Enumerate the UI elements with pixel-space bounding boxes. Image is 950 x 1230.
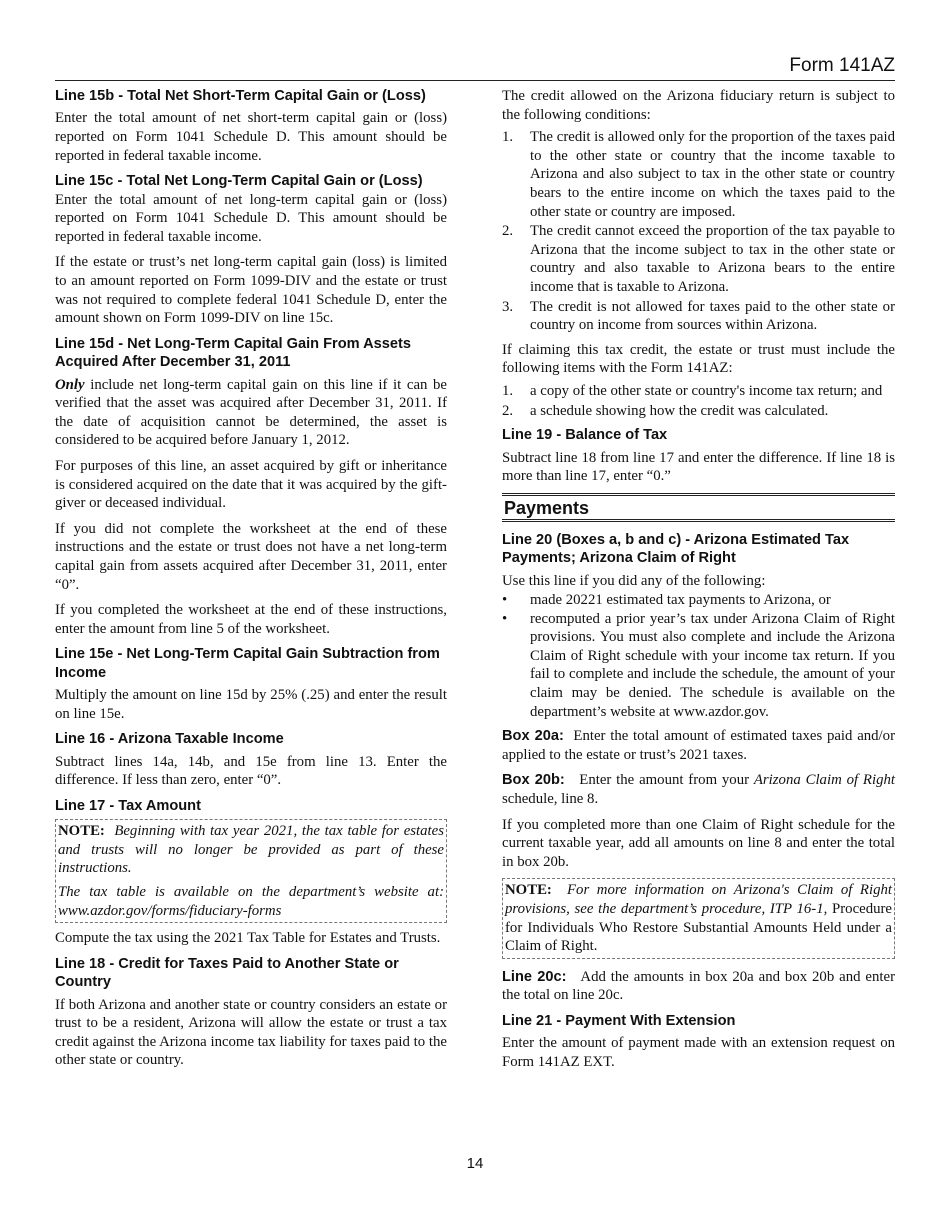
line-15d-heading: Line 15d - Net Long-Term Capital Gain From Assets Acquired After December 31, 2011 bbox=[55, 335, 411, 371]
line-15c-text: Enter the total amount of net long-term capital gain or (loss) reported on Form 1041 Schedule D. This amount should be reported in federal taxable income. bbox=[55, 191, 447, 245]
multi-schedule-text: If you completed more than one Claim of Right schedule for the current taxable year, add all amounts on line 8 and enter the total in box 20b. bbox=[502, 816, 895, 870]
list-text: The credit cannot exceed the proportion of the tax payable to Arizona that the income subject to tax in the other state or country and also taxable to Arizona bears to the entire income that is taxable to Arizona. bbox=[530, 223, 895, 295]
list-item bbox=[502, 402, 895, 421]
line-20-note-plain: Procedure for Individuals Who Restore Substantial Amounts Held under a Claim of Right. bbox=[505, 901, 892, 955]
list-item bbox=[502, 128, 895, 221]
line-20-note-label: NOTE: bbox=[505, 882, 552, 899]
box-20b-label: Box 20b: bbox=[502, 772, 565, 789]
line-20-intro: Use this line if you did any of the following: bbox=[502, 572, 766, 589]
line-20-note-italic: For more information on Arizona's Claim of Right provisions, see the department’s procedure, ITP 16-1, bbox=[505, 882, 892, 917]
form-title: Form 141AZ bbox=[789, 55, 895, 76]
list-item bbox=[502, 298, 895, 335]
line-15e-heading: Line 15e - Net Long-Term Capital Gain Subtraction from Income bbox=[55, 646, 440, 681]
bullet-icon: • bbox=[502, 610, 508, 627]
line-19-heading: Line 19 - Balance of Tax bbox=[502, 427, 668, 444]
line-16-heading: Line 16 - Arizona Taxable Income bbox=[55, 731, 284, 748]
list-number: 1. bbox=[502, 382, 514, 399]
line-17-note-text-2: The tax table is available on the department’s website at: www.azdor.gov/forms/fiduciary-forms bbox=[58, 884, 444, 919]
claim-items-list bbox=[502, 382, 895, 420]
list-text: a copy of the other state or country's income tax return; and bbox=[530, 382, 883, 399]
list-text: made 20221 estimated tax payments to Arizona, or bbox=[530, 592, 831, 609]
list-number: 2. bbox=[502, 223, 514, 240]
line-15d-lead: Only bbox=[55, 376, 85, 393]
box-20a-text bbox=[502, 727, 895, 764]
line-17-note-p1 bbox=[58, 822, 444, 878]
line-19-text: Subtract line 18 from line 17 and enter the difference. If line 18 is more than line 17, enter “0.” bbox=[502, 449, 895, 485]
right-column bbox=[502, 87, 895, 1079]
list-number: 3. bbox=[502, 298, 514, 315]
list-text: recomputed a prior year’s tax under Arizona Claim of Right provisions. You must also complete and include the Arizona Claim of Right schedule with your income tax return. If you fail to complete and include the schedule, the amount of your claim may be denied. The schedule is available on the department’s website at www.azdor.gov. bbox=[530, 610, 895, 720]
line-20c-body: Add the amounts in box 20a and box 20b and enter the total on line 20c. bbox=[502, 968, 895, 1004]
list-number: 1. bbox=[502, 129, 514, 146]
line-18-heading: Line 18 - Credit for Taxes Paid to Another State or Country bbox=[55, 955, 399, 991]
line-15b-heading: Line 15b - Total Net Short-Term Capital Gain or (Loss) bbox=[55, 88, 426, 104]
box-20a-label: Box 20a: bbox=[502, 728, 564, 745]
line-15d-text bbox=[55, 376, 447, 450]
line-20-bullets bbox=[502, 591, 895, 721]
line-18-text: If both Arizona and another state or country considers an estate or trust to be a resident, Arizona will allow the estate or trust a tax credit against the Arizona income tax liability for taxes paid to the other state or country. bbox=[55, 996, 447, 1069]
line-17-heading: Line 17 - Tax Amount bbox=[55, 797, 201, 814]
line-15d-text-body: include net long-term capital gain on this line if it can be verified that the asset was acquired after December 31, 2011. If the date of acquisition cannot be determined, the asset is considered to be acquired before January 1, 2012. bbox=[55, 376, 447, 449]
list-item bbox=[502, 610, 895, 722]
left-column bbox=[55, 87, 447, 1077]
conditions-list bbox=[502, 128, 895, 335]
list-text: The credit is allowed only for the proportion of the taxes paid to the other state or country that the income taxable to Arizona and also subject to tax in the other state or country bears to the entire income on which the taxes paid to the other state or country are imposed. bbox=[530, 129, 895, 220]
box-20b-italic: Arizona Claim of Right bbox=[753, 772, 895, 789]
line-20-note-box bbox=[502, 878, 895, 958]
line-17-note-p2 bbox=[58, 883, 444, 920]
line-21-text: Enter the amount of payment made with an extension request on Form 141AZ EXT. bbox=[502, 1035, 895, 1070]
line-17-note-text: Beginning with tax year 2021, the tax table for estates and trusts will no longer be provided as part of these instructions. bbox=[58, 823, 444, 877]
line-15e-text: Multiply the amount on line 15d by 25% (.25) and enter the result on line 15e. bbox=[55, 687, 447, 722]
line-15c-text-2: If the estate or trust’s net long-term capital gain (loss) is limited to an amount reported on Form 1099-DIV and the estate or trust was not required to complete federal 1041 Schedule D, enter the amount shown on Form 1099-DIV on line 15c. bbox=[55, 254, 447, 327]
list-item bbox=[502, 591, 895, 610]
line-15d-text-3: If you did not complete the worksheet at the end of these instructions and the estate or trust does not have a net long-term capital gain from assets acquired after December 31, 2011, enter “0”. bbox=[55, 520, 447, 593]
line-17-note-box bbox=[55, 819, 447, 923]
line-15b-text: Enter the total amount of net short-term capital gain or (loss) reported on Form 1041 Schedule D. This amount should be reported in federal taxable income. bbox=[55, 110, 447, 164]
box-20b-body: Enter the amount from your bbox=[579, 772, 754, 789]
list-number: 2. bbox=[502, 402, 514, 419]
line-20c-text bbox=[502, 968, 895, 1005]
box-20b-text bbox=[502, 771, 895, 808]
list-text: The credit is not allowed for taxes paid to the other state or country on income from sources within Arizona. bbox=[530, 298, 895, 334]
line-17-note-label: NOTE: bbox=[58, 823, 105, 840]
payments-section-title: Payments bbox=[502, 493, 895, 522]
header-rule bbox=[55, 80, 895, 81]
box-20b-body-2: schedule, line 8. bbox=[502, 791, 599, 808]
line-15c-heading: Line 15c - Total Net Long-Term Capital Gain or (Loss) bbox=[55, 173, 423, 190]
list-item bbox=[502, 222, 895, 296]
line-20c-label: Line 20c: bbox=[502, 968, 567, 985]
line-20-note-p bbox=[505, 881, 892, 955]
line-20-heading: Line 20 (Boxes a, b and c) - Arizona Estimated Tax Payments; Arizona Claim of Right bbox=[502, 531, 850, 567]
line-15d-text-4: If you completed the worksheet at the end of these instructions, enter the amount from line 5 of the worksheet. bbox=[55, 602, 447, 637]
claim-intro: If claiming this tax credit, the estate or trust must include the following items with the Form 141AZ: bbox=[502, 341, 895, 377]
box-20a-body: Enter the total amount of estimated taxes paid and/or applied to the estate or trust’s 2021 taxes. bbox=[502, 728, 895, 763]
credit-intro: The credit allowed on the Arizona fiduciary return is subject to the following conditions: bbox=[502, 88, 895, 123]
bullet-icon: • bbox=[502, 592, 508, 609]
line-21-heading: Line 21 - Payment With Extension bbox=[502, 1012, 736, 1029]
list-text: a schedule showing how the credit was calculated. bbox=[530, 402, 829, 419]
line-17-text: Compute the tax using the 2021 Tax Table for Estates and Trusts. bbox=[55, 930, 441, 947]
line-15d-text-2: For purposes of this line, an asset acquired by gift or inheritance is considered acquired on the date that it was acquired by the gift-giver or deceased individual. bbox=[55, 457, 447, 512]
list-item bbox=[502, 382, 895, 401]
line-16-text: Subtract lines 14a, 14b, and 15e from line 13. Enter the difference. If less than zero, enter “0”. bbox=[55, 753, 447, 789]
page-number: 14 bbox=[466, 1155, 484, 1172]
